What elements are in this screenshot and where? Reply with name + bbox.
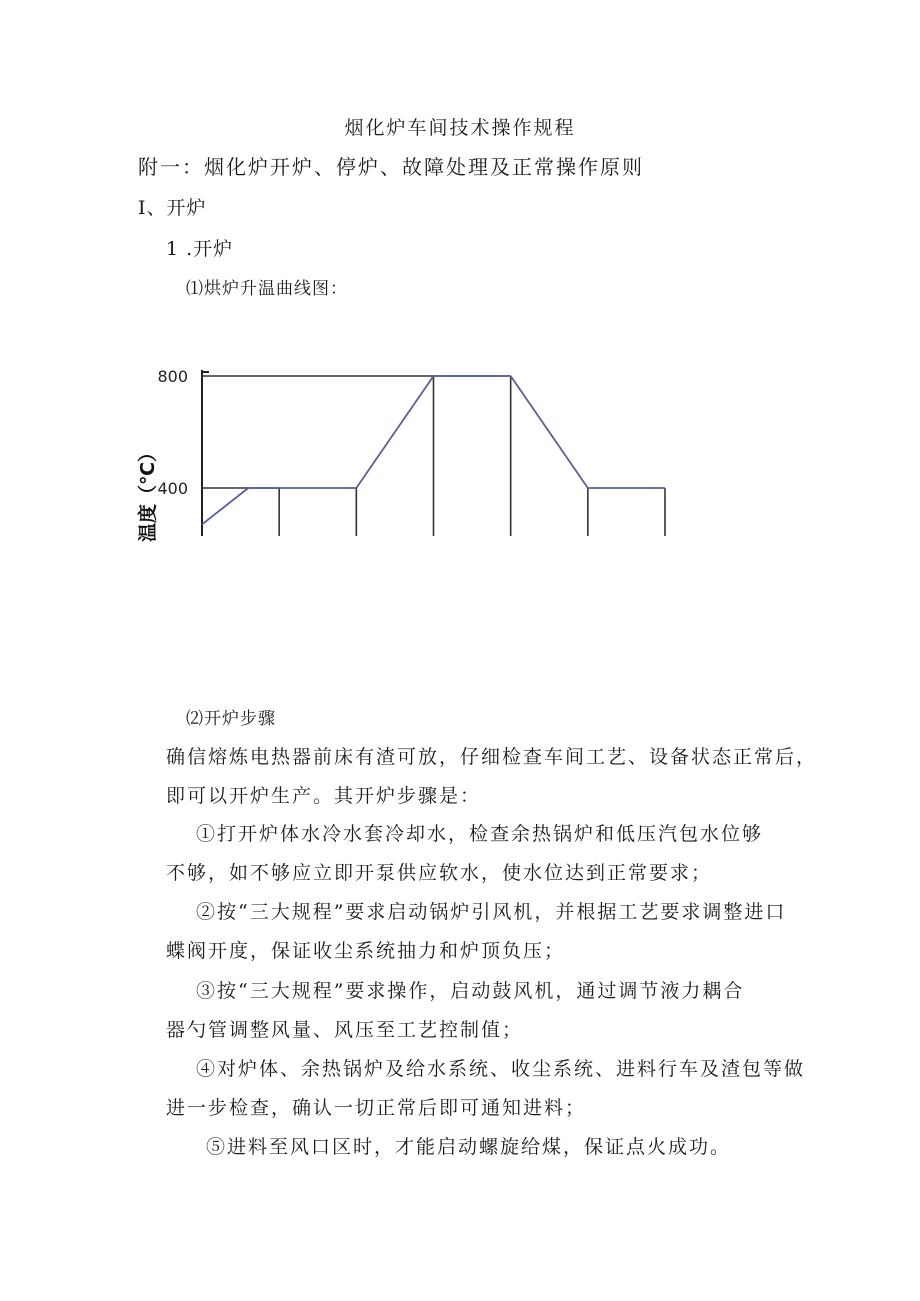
section-heading-start: I、开炉 (138, 197, 207, 219)
paragraph-line: 器勺管调整风量、风压至工艺控制值； (166, 1019, 524, 1041)
curve-segment (511, 376, 588, 488)
subsection-heading-start: 1 .开炉 (166, 238, 234, 260)
paragraph-line: 确信熔炼电热器前床有渣可放，仔细检查车间工艺、设备状态正常后， (166, 746, 818, 768)
paragraph-line: ①打开炉体水冷水套冷却水，检查余热锅炉和低压汽包水位够 (196, 823, 764, 845)
paragraph-line: 即可以开炉生产。其开炉步骤是： (166, 785, 482, 807)
paragraph-line: 进一步检查，确认一切正常后即可通知进料； (166, 1097, 587, 1119)
paragraph-line: ⑤进料至风口区时，才能启动螺旋给煤，保证点火成功。 (206, 1136, 732, 1158)
curve-segment (202, 488, 248, 524)
paragraph-line: ②按“三大规程”要求启动锅炉引风机，并根据工艺要求调整进口 (196, 901, 787, 923)
document-title: 烟化炉车间技术操作规程 (344, 117, 576, 139)
paragraph-line: 蝶阀开度，保证收尘系统抽力和炉顶负压； (166, 940, 566, 962)
heating-curve-chart (130, 350, 690, 545)
y-tick-label: 400 (157, 479, 188, 498)
appendix-heading: 附一：烟化炉开炉、停炉、故障处理及正常操作原则 (138, 155, 644, 179)
y-tick-label: 800 (157, 367, 188, 386)
paragraph-line: ③按“三大规程”要求操作，启动鼓风机，通过调节液力耦合 (196, 980, 745, 1002)
paragraph-line: 不够，如不够应立即开泵供应软水，使水位达到正常要求； (166, 862, 713, 884)
y-axis-label: 温度（℃） (137, 442, 159, 542)
curve-segment (356, 376, 433, 488)
paragraph-line: ④对炉体、余热锅炉及给水系统、收尘系统、进料行车及渣包等做 (196, 1058, 806, 1080)
item-heading-heating-curve: ⑴烘炉升温曲线图： (186, 279, 348, 299)
item-heading-start-steps: ⑵开炉步骤 (186, 709, 276, 729)
